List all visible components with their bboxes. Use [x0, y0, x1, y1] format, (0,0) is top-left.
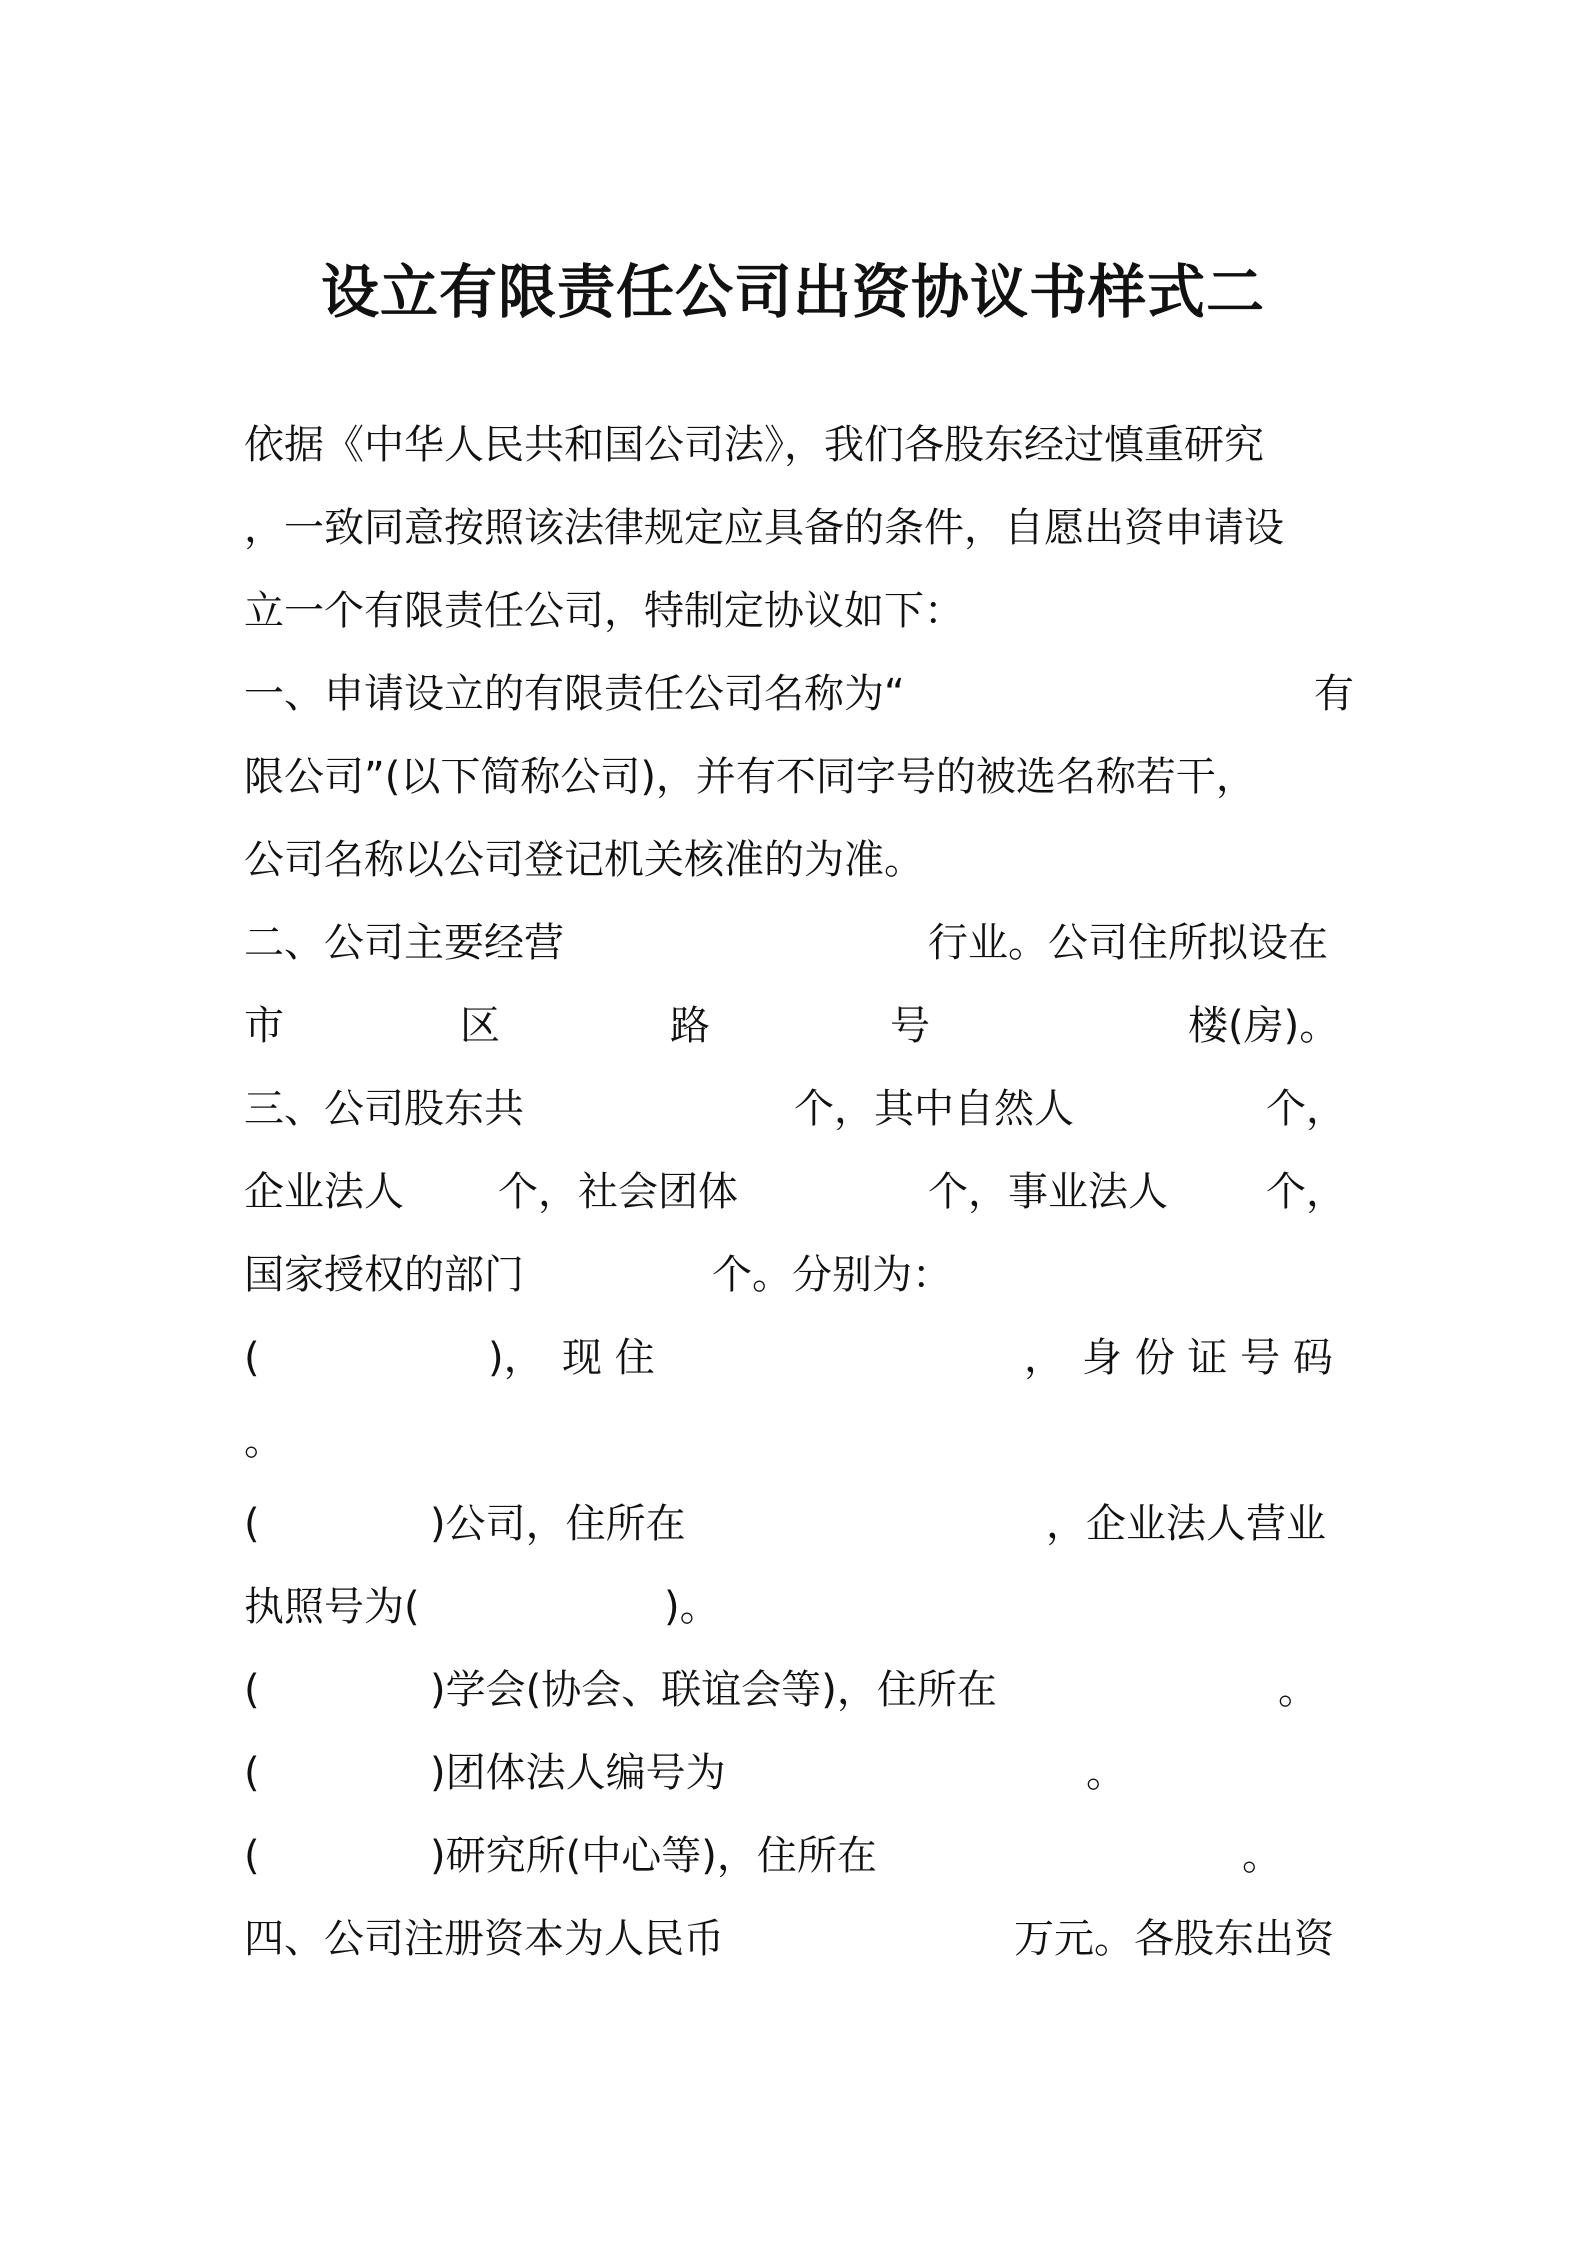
clause-1-text-end: 有	[1314, 671, 1354, 717]
clause-1-text: 一、申请设立的有限责任公司名称为“	[244, 671, 905, 717]
intro-line-1: 依据《中华人民共和国公司法》，我们各股东经过慎重研究	[244, 422, 1264, 468]
group-open-paren: (	[244, 1750, 260, 1796]
clause-2-text: 二、公司主要经营	[244, 920, 564, 966]
person-open-paren: (	[244, 1335, 260, 1381]
license-number-end: )。	[664, 1584, 720, 1630]
clause-1-line-1	[244, 659, 1354, 729]
clause-4-text-end: 万元。各股东出资	[1014, 1916, 1334, 1962]
group-entry-line	[244, 1738, 1354, 1808]
respectively-label: 个。分别为：	[712, 1252, 952, 1298]
clause-3-unit: 个，	[1266, 1086, 1346, 1132]
company-open-paren: (	[244, 1501, 260, 1547]
intro-line-2: ，一致同意按照该法律规定应具备的条件，自愿出资申请设	[244, 505, 1284, 551]
license-number-label: 执照号为(	[244, 1584, 420, 1630]
public-institutions: 个，事业法人	[928, 1169, 1168, 1215]
clause-4-text: 四、公司注册资本为人民币	[244, 1916, 724, 1962]
enterprise-legal-persons: 企业法人	[244, 1169, 404, 1215]
institute-end: 。	[1242, 1833, 1282, 1879]
clause-1-line-3: 公司名称以公司登记机关核准的为准。	[244, 837, 924, 883]
address-road: 路	[670, 1003, 710, 1049]
clause-3-text: 三、公司股东共	[244, 1086, 524, 1132]
company-license-line	[244, 1572, 1354, 1642]
clause-3-line-2	[244, 1157, 1354, 1227]
person-residence: 现 住	[562, 1335, 655, 1381]
company-license-label: ，企业法人营业	[1046, 1501, 1326, 1547]
clause-3-line-1	[244, 1074, 1354, 1144]
clause-1-line-2: 限公司”(以下简称公司)，并有不同字号的被选名称若干，	[244, 754, 1256, 800]
clause-3-unit-2: 个，	[1266, 1169, 1346, 1215]
person-close-paren: )，	[488, 1335, 544, 1381]
company-entry-line	[244, 1489, 1354, 1559]
person-entry-end: 。	[244, 1418, 284, 1464]
social-groups: 个，社会团体	[498, 1169, 738, 1215]
clause-2-text-end: 行业。公司住所拟设在	[928, 920, 1328, 966]
society-open-paren: (	[244, 1667, 260, 1713]
society-end: 。	[1278, 1667, 1318, 1713]
institute-address: )研究所(中心等)，住所在	[430, 1833, 877, 1879]
clause-3-line-3	[244, 1240, 1354, 1310]
address-building: 楼(房)。	[1188, 1003, 1340, 1049]
society-entry-line	[244, 1655, 1354, 1725]
institute-open-paren: (	[244, 1833, 260, 1879]
society-address: )学会(协会、联谊会等)，住所在	[430, 1667, 997, 1713]
group-number-label: )团体法人编号为	[430, 1750, 726, 1796]
address-number: 号	[890, 1003, 930, 1049]
person-entry-line	[244, 1323, 1354, 1393]
state-departments: 国家授权的部门	[244, 1252, 524, 1298]
intro-line-3: 立一个有限责任公司，特制定协议如下：	[244, 588, 964, 634]
clause-2-line-2	[244, 991, 1354, 1061]
document-title: 设立有限责任公司出资协议书样式二	[320, 258, 1265, 326]
clause-2-line-1	[244, 908, 1354, 978]
person-id-number: 身 份 证 号 码	[1082, 1335, 1333, 1381]
company-address: )公司，住所在	[430, 1501, 686, 1547]
person-comma: ，	[1024, 1335, 1064, 1381]
group-end: 。	[1086, 1750, 1126, 1796]
clause-3-natural-persons: 个，其中自然人	[794, 1086, 1074, 1132]
institute-entry-line	[244, 1821, 1354, 1891]
clause-4-line-1	[244, 1904, 1354, 1974]
address-city: 市	[244, 1003, 284, 1049]
address-district: 区	[460, 1003, 500, 1049]
